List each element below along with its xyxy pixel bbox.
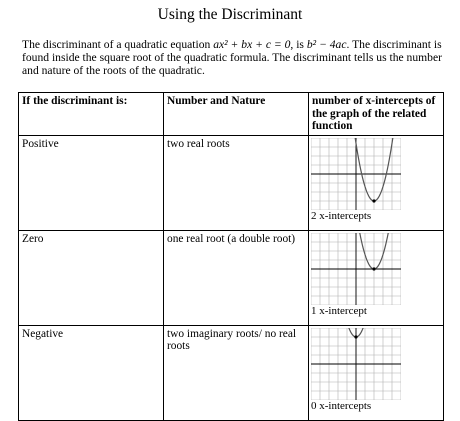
intercepts-caption: 0 x-intercepts	[311, 399, 372, 412]
discriminant-table	[18, 92, 444, 421]
page-title: Using the Discriminant	[157, 6, 303, 23]
nature-cell: two real roots	[164, 135, 309, 230]
intro-text-3: . The discriminant is found inside the square root of the quadratic formula. The discriminant tells us the number and nature of the roots of the quadratic.	[22, 38, 442, 77]
vertex-point	[372, 267, 375, 270]
header-discriminant: If the discriminant is:	[19, 93, 164, 136]
graph-cell	[309, 325, 444, 420]
parabola-graph	[311, 233, 401, 305]
graph-cell	[309, 135, 444, 230]
parabola-graph	[311, 138, 401, 210]
intro-paragraph	[22, 38, 442, 77]
table-row	[19, 230, 444, 325]
parabola-graph	[311, 328, 401, 400]
graph-cell	[309, 230, 444, 325]
intercepts-caption: 1 x-intercept	[311, 304, 367, 317]
nature-cell: two imaginary roots/ no real roots	[164, 325, 309, 420]
vertex-point	[372, 199, 375, 202]
table-row	[19, 135, 444, 230]
table-row	[19, 325, 444, 420]
header-nature: Number and Nature	[164, 93, 309, 136]
intro-text-1: The discriminant of a quadratic equation	[22, 38, 214, 51]
intro-text-2: , is	[290, 38, 307, 51]
intercepts-caption: 2 x-intercepts	[311, 209, 372, 222]
header-intercepts: number of x-intercepts of the graph of the related function	[309, 93, 444, 136]
case-cell: Negative	[19, 325, 164, 420]
table-header-row	[19, 93, 444, 136]
nature-cell: one real root (a double root)	[164, 230, 309, 325]
discriminant-formula: b² − 4ac	[306, 38, 347, 51]
vertex-point	[354, 335, 357, 338]
case-cell: Zero	[19, 230, 164, 325]
case-cell: Positive	[19, 135, 164, 230]
quadratic-equation: ax² + bx + c = 0	[213, 38, 291, 51]
